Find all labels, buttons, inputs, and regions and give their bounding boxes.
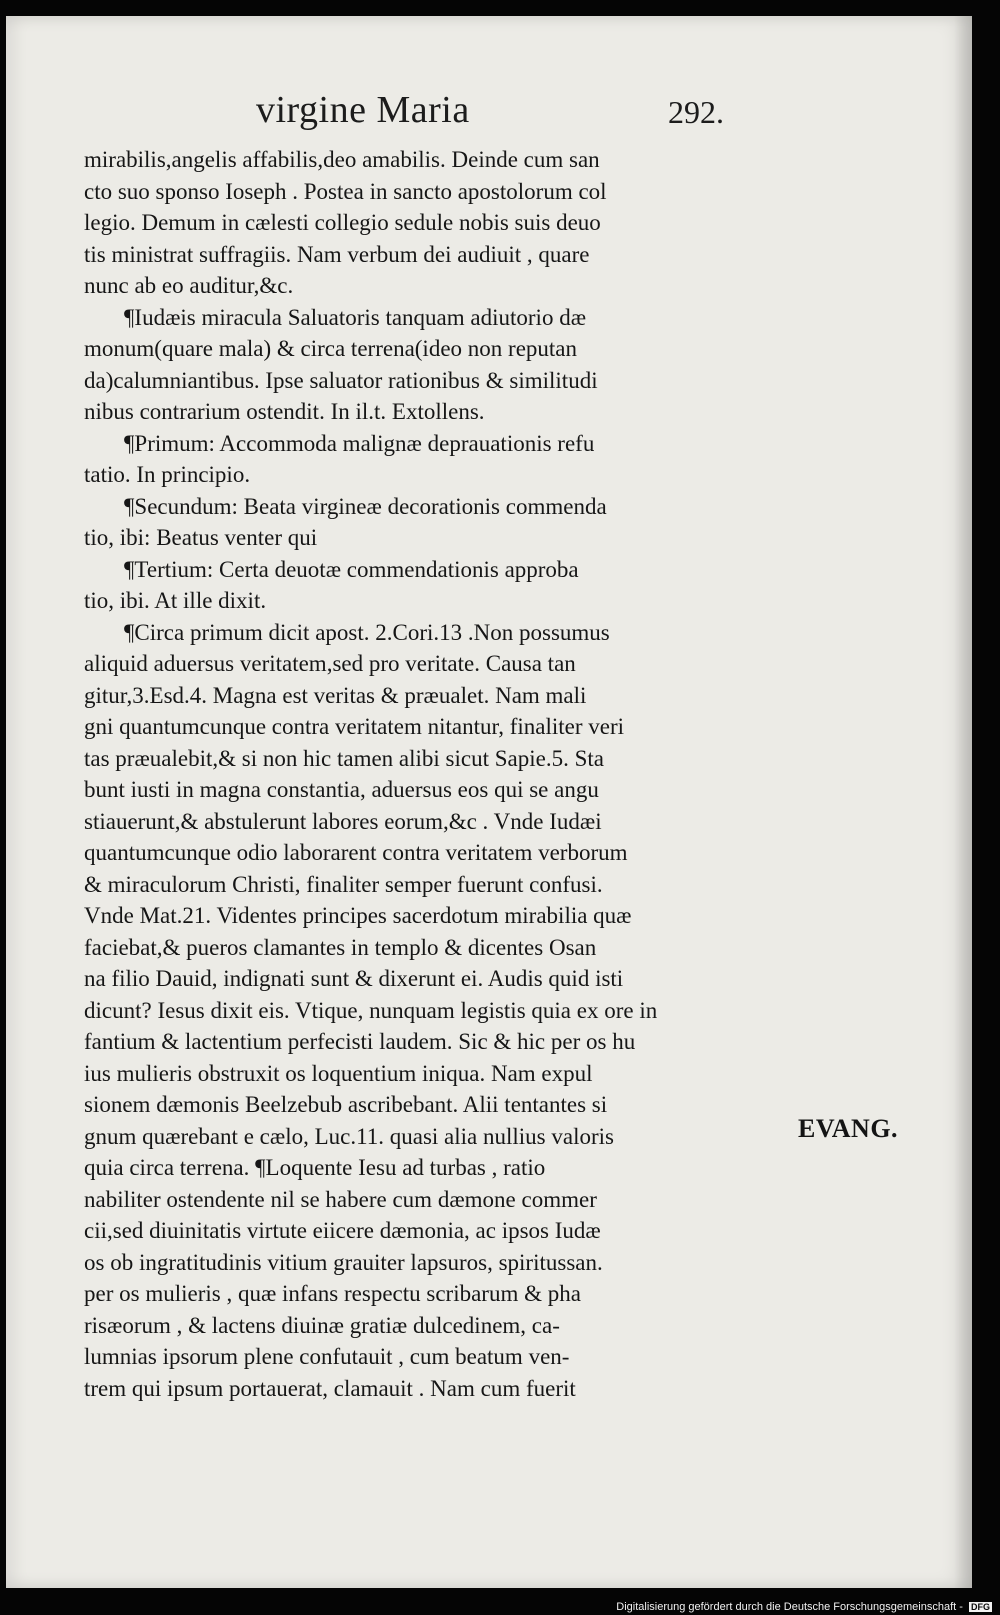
paragraph-start-line: ¶Primum: Accommoda malignæ deprauationis refu <box>124 430 595 456</box>
text-line: tio, ibi: Beatus venter qui <box>84 525 318 550</box>
text-line: lumnias ipsorum plene confutauit , cum beatum ven- <box>84 1344 570 1369</box>
text-line: sionem dæmonis Beelzebub ascribebant. Alii tentantes si <box>84 1092 608 1117</box>
paragraph-start-line: ¶Iudæis miracula Saluatoris tanquam adiutorio dæ <box>124 304 587 330</box>
text-line: trem qui ipsum portauerat, clamauit . Nam cum fuerit <box>84 1375 576 1401</box>
text-line: quantumcunque odio laborarent contra veritatem verborum <box>84 840 628 865</box>
text-line: bunt iusti in magna constantia, aduersus eos qui se angu <box>84 777 599 802</box>
text-line: faciebat,& pueros clamantes in templo & dicentes Osan <box>84 934 597 960</box>
paragraph-start-line: ¶Circa primum dicit apost. 2.Cori.13 .Non possumus <box>124 619 610 645</box>
text-line: & miraculorum Christi, finaliter semper fuerunt confusi. <box>84 871 603 897</box>
text-line: nunc ab eo auditur,&c. <box>84 273 294 298</box>
marginal-note: EVANG. <box>798 1114 899 1143</box>
text-line: tio, ibi. At ille dixit. <box>84 588 267 613</box>
text-line: ius mulieris obstruxit os loquentium iniqua. Nam expul <box>84 1060 593 1086</box>
paragraph-start-line: ¶Secundum: Beata virgineæ decorationis commenda <box>124 493 607 519</box>
page-gutter-shadow <box>954 16 972 1588</box>
text-line: quia circa terrena. ¶Loquente Iesu ad turbas , ratio <box>84 1155 546 1180</box>
digitization-credit <box>616 1601 992 1613</box>
book-page <box>6 16 972 1588</box>
text-line: cto suo sponso Ioseph . Postea in sancto apostolorum col <box>84 178 607 204</box>
text-line: os ob ingratitudinis vitium grauiter lapsuros, spiritussan. <box>84 1249 603 1275</box>
text-line: stiauerunt,& abstulerunt labores eorum,&c . Vnde Iudæi <box>84 808 602 834</box>
body-text <box>84 144 774 1404</box>
text-line: gni quantumcunque contra veritatem nitantur, finaliter veri <box>84 714 625 739</box>
text-line: Vnde Mat.21. Videntes principes sacerdotum mirabilia quæ <box>84 903 632 928</box>
paragraph-start-line: ¶Tertium: Certa deuotæ commendationis approba <box>124 556 579 582</box>
text-line: fantium & lactentium perfecisti laudem. Sic & hic per os hu <box>84 1029 636 1054</box>
text-line: per os mulieris , quæ infans respectu scribarum & pha <box>84 1281 581 1306</box>
text-line: cii,sed diuinitatis virtute eiicere dæmonia, ac ipsos Iudæ <box>84 1218 601 1243</box>
page-number: 292. <box>668 94 724 130</box>
dfg-logo: DFG <box>971 1602 990 1613</box>
text-line: aliquid aduersus veritatem,sed pro veritate. Causa tan <box>84 651 576 676</box>
text-line: mirabilis,angelis affabilis,deo amabilis. Deinde cum san <box>84 147 600 172</box>
text-line: monum(quare mala) & circa terrena(ideo non reputan <box>84 336 577 361</box>
text-line: risæorum , & lactens diuinæ gratiæ dulcedinem, ca- <box>84 1312 560 1338</box>
page-header <box>6 88 826 138</box>
text-line: nibus contrarium ostendit. In il.t. Extollens. <box>84 399 485 424</box>
text-line: dicunt? Iesus dixit eis. Vtique, nunquam legistis quia ex ore in <box>84 997 658 1023</box>
running-title: virgine Maria <box>256 89 470 131</box>
text-line: nabiliter ostendente nil se habere cum dæmone commer <box>84 1186 597 1212</box>
text-line: gitur,3.Esd.4. Magna est veritas & præualet. Nam mali <box>84 682 587 708</box>
credit-text: Digitalisierung gefördert durch die Deutsche Forschungsgemeinschaft - <box>616 1601 963 1613</box>
text-line: gnum quærebant e cælo, Luc.11. quasi alia nullius valoris <box>84 1123 614 1149</box>
text-line: legio. Demum in cælesti collegio sedule nobis suis deuo <box>84 210 601 235</box>
text-line: da)calumniantibus. Ipse saluator rationibus & similitudi <box>84 367 598 393</box>
text-line: tis ministrat suffragiis. Nam verbum dei audiuit , quare <box>84 241 590 267</box>
text-line: na filio Dauid, indignati sunt & dixerunt ei. Audis quid isti <box>84 966 624 991</box>
text-line: tas præualebit,& si non hic tamen alibi sicut Sapie.5. Sta <box>84 745 604 771</box>
text-line: tatio. In principio. <box>84 462 251 487</box>
